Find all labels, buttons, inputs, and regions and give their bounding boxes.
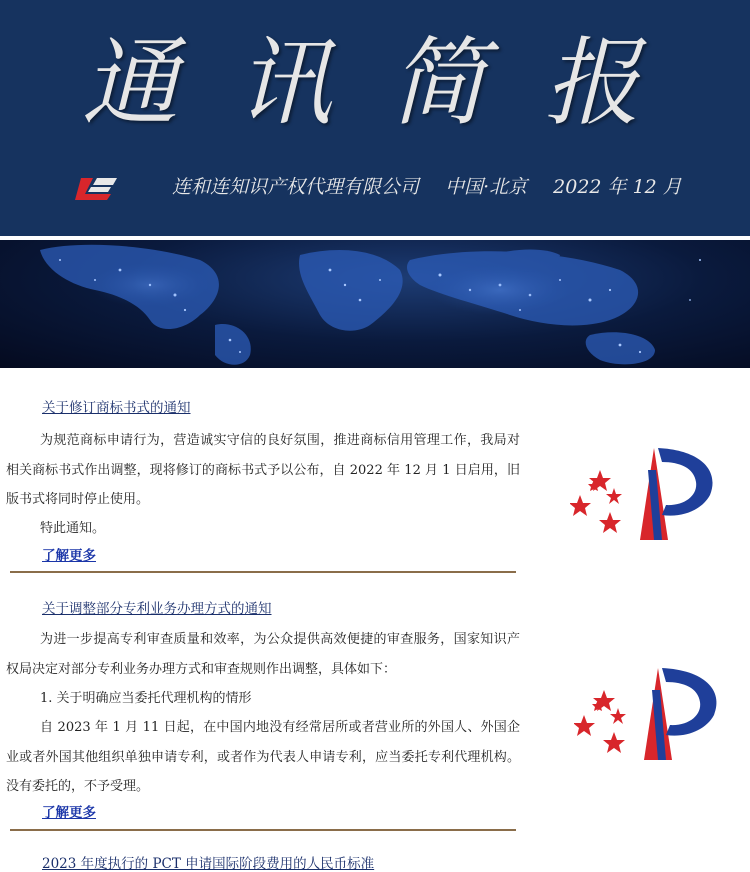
article-list-item: 1. 关于明确应当委托代理机构的情形 <box>40 691 252 706</box>
read-more-link[interactable]: 了解更多 <box>42 805 96 821</box>
location: 中国·北京 <box>445 176 528 198</box>
cnipa-emblem-icon <box>574 660 724 770</box>
read-more-link[interactable]: 了解更多 <box>42 548 96 564</box>
company-logo-icon <box>73 176 119 202</box>
article-paragraph: 为进一步提高专利审查质量和效率，为公众提供高效便捷的审查服务，国家知识产权局决定对部分专利业务办理方式和审查规则作出调整，具体如下： <box>6 632 520 677</box>
article-paragraph: 特此通知。 <box>40 521 106 536</box>
article-title[interactable]: 2023 年度执行的 PCT 申请国际阶段费用的人民币标准 <box>42 856 375 872</box>
article-title[interactable]: 关于调整部分专利业务办理方式的通知 <box>42 601 272 617</box>
article-paragraph: 自 2023 年 1 月 11 日起，在中国内地没有经常居所或者营业所的外国人、外国企业或者外国其他组织单独申请专利，或者作为代表人申请专利，应当委托专利代理机构。没有委托的，不予受理。 <box>6 720 520 794</box>
header-banner <box>0 0 750 236</box>
cnipa-emblem-icon <box>570 440 720 550</box>
world-map-image <box>0 240 750 368</box>
issue-date: 2022 年 12 月 <box>553 176 682 198</box>
header-subtitle <box>172 172 702 202</box>
section-divider <box>10 571 516 573</box>
newsletter-title: 通讯简报 <box>82 27 698 139</box>
section-divider <box>10 829 516 831</box>
article-paragraph: 为规范商标申请行为，营造诚实守信的良好氛围，推进商标信用管理工作，我局对相关商标书式作出调整，现将修订的商标书式予以公布，自 2022 年 12 月 1 日启用，旧版书式将同时停止使用。 <box>6 433 520 507</box>
company-name: 连和连知识产权代理有限公司 <box>172 176 420 198</box>
article-title[interactable]: 关于修订商标书式的通知 <box>42 400 191 416</box>
